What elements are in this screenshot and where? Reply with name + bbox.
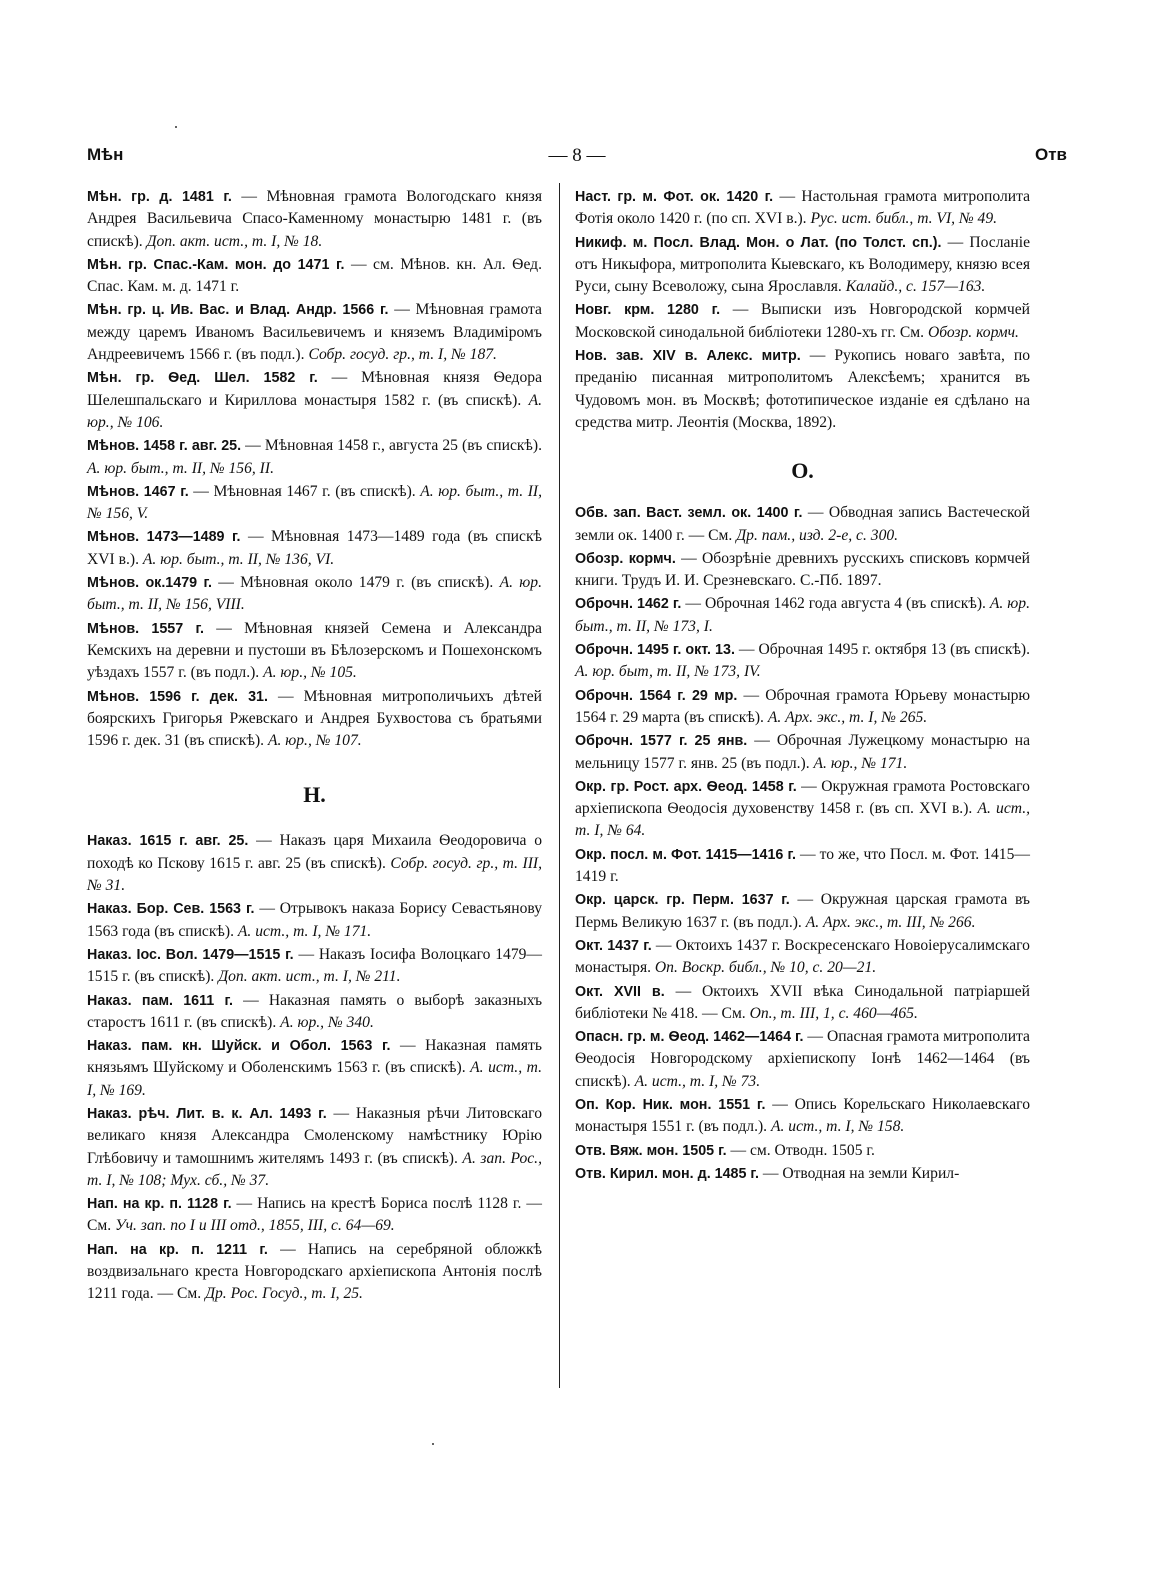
entry-description: — Мѣновная 1458 г., августа 25 (въ спискѣ). [241,437,542,455]
entry-abbreviation: Наст. гр. м. Фот. ок. 1420 г. [575,189,774,205]
dictionary-entry [575,685,1030,730]
entry-abbreviation: Мѣн. гр. д. 1481 г. [87,189,232,205]
dictionary-entry [87,572,542,617]
entry-source: А. юр., № 340. [280,1013,374,1031]
entry-source: Обозр. кормч. [927,323,1019,341]
dictionary-entry [87,618,542,685]
dictionary-entry [87,367,542,434]
entry-source: А. ист., т. I, № 158. [770,1118,905,1136]
entry-description: — Оброчная 1462 года августа 4 (въ спискѣ). [681,595,990,613]
dictionary-entry [87,898,542,943]
header-left-word: Мѣн [87,145,124,164]
entry-abbreviation: Новг. крм. 1280 г. [575,302,721,319]
entry-description: — Октоихъ XVII вѣка Синодальной патріаршей библіотеки № 418. — См. [575,982,1031,1022]
dictionary-entry [575,889,1030,934]
section-heading-n: Н. [303,782,326,808]
dictionary-entry [575,548,1030,593]
left-entries-n [87,830,542,1305]
entry-source: А. юр. быт., т. II, № 136, VI. [142,550,335,568]
entry-source: Собр. госуд. гр., т. I, № 187. [308,346,497,364]
entry-abbreviation: Окт. XVII в. [575,983,665,1000]
dictionary-entry [575,639,1030,684]
entry-abbreviation: Наказ. пам. 1611 г. [87,992,233,1009]
entry-source: А. юр. быт, т. II, № 173, IV. [575,663,761,681]
entry-source: А. юр., № 107. [267,732,362,750]
entry-description: — то же, что Посл. м. Фот. 1415—1419 г. [575,845,1030,886]
entry-abbreviation: Обозр. кормч. [575,550,676,567]
entry-source: А. зап. Рос., т. I, № 108; Мух. сб., № 37. [87,1149,542,1189]
dictionary-entry [87,1035,542,1102]
entry-abbreviation: Мѣнов. 1596 г. дек. 31. [87,688,268,705]
entry-source: А. Арх. экс., т. I, № 265. [767,708,928,726]
dictionary-entry [87,1239,542,1306]
entry-abbreviation: Нов. зав. XIV в. Алекс. митр. [575,348,801,365]
entry-description: — Опись Корельскаго Николаевскаго монастыря 1551 г. (въ подл.). [575,1095,1030,1136]
entry-source: А. ист., т. I, № 169. [87,1059,542,1099]
entry-description: — см. Мѣнов. кн. Ал. Ѳед. Спас. Кам. м. д. 1471 г. [87,255,542,296]
entry-abbreviation: Мѣн. гр. Спас.-Кам. мон. до 1471 г. [87,256,345,273]
entry-abbreviation: Никиф. м. Посл. Влад. Мон. о Лат. (по Толст. сп.). [575,234,942,251]
entry-abbreviation: Нап. на кр. п. 1211 г. [87,1241,268,1258]
entry-source: Рус. ист. библ., т. VI, № 49. [810,210,998,228]
entry-abbreviation: Мѣнов. 1557 г. [87,620,205,637]
dictionary-entry [575,232,1030,299]
dictionary-entry [87,1193,542,1238]
entry-abbreviation: Оброчн. 1462 г. [575,596,682,613]
entry-description: — Рукопись новаго завѣта, по преданію писанная митрополитомъ Алексѣемъ; хранится въ Чудовомъ мон. въ Москвѣ; фототипическое изданіе ея сдѣлано на средства митр. Леонтія (Москва, 1892). [575,347,1031,431]
dictionary-entry [575,981,1030,1026]
entry-abbreviation: Оброчн. 1564 г. 29 мр. [575,687,738,704]
entry-description: — Мѣновная грамота между царемъ Иваномъ Васильевичемъ и княземъ Владиміромъ Андреевичемъ 1566 г. (въ подл.). [87,301,542,364]
dictionary-entry [575,1163,1030,1185]
dictionary-entry [87,299,542,366]
dictionary-entry [575,844,1030,889]
entry-description: — Опасная грамота митрополита Ѳеодосія Новгородскому архіепископу Іонѣ 1462—1464 (въ спискѣ). [575,1028,1030,1090]
entry-description: — Оброчная Лужецкому монастырю на мельницу 1577 г. янв. 25 (въ подл.). [575,732,1031,772]
entry-abbreviation: Отв. Вяж. мон. 1505 г. [575,1142,727,1159]
entry-description: — Мѣновная около 1479 г. (въ спискѣ). [211,574,500,592]
dictionary-entry [575,776,1030,843]
entry-description: — Октоихъ 1437 г. Воскресенскаго Новоіерусалимскаго монастыря. [575,936,1030,977]
entry-description: — Наказная память князьямъ Шуйскому и Оболенскимъ 1563 г. (въ спискѣ). [87,1037,542,1077]
entry-description: — Обозрѣніе древнихъ русскихъ списковъ кормчей книги. Трудъ И. И. Срезневскаго. С.-Пб. 1897. [575,549,1030,590]
dictionary-entry [87,481,542,526]
entry-description: — Настольная грамота митрополита Фотія около 1420 г. (по сп. XVI в.). [575,188,1031,228]
entry-abbreviation: Мѣнов. ок.1479 г. [87,575,212,592]
dictionary-entry [575,1140,1030,1162]
entry-abbreviation: Мѣнов. 1473—1489 г. [87,529,241,546]
dictionary-entry [87,686,542,753]
dictionary-entry [87,435,542,480]
entry-description: — Посланіе отъ Никыфора, митрополита Кыевскаго, къ Володимеру, князю всея Руси, сыну Всеволожу, сына Ярославля. [575,233,1030,296]
entry-description: — Выписки изъ Новгородской кормчей Московской синодальной библіотеки 1280-хъ гг. См. [575,301,1030,341]
right-entries-n [575,186,1030,434]
dictionary-entry [575,299,1030,344]
left-column [87,186,542,1307]
entry-source: А. ист., т. I, № 64. [575,800,1030,840]
entry-abbreviation: Оброчн. 1577 г. 25 янв. [575,733,748,750]
entry-abbreviation: Окр. гр. Рост. арх. Ѳеод. 1458 г. [575,778,797,795]
entry-source: Калайд., с. 157—163. [845,278,986,296]
entry-abbreviation: Наказ. Бор. Сев. 1563 г. [87,901,255,918]
entry-description: — Наказная память о выборѣ заказныхъ старостъ 1611 г. (въ спискѣ). [87,991,543,1031]
section-heading-o: О. [791,458,814,484]
entry-description: — Оброчная 1495 г. октября 13 (въ спискѣ). [734,641,1030,659]
entry-source: А. юр., № 105. [263,664,357,682]
entry-description: — Мѣновная грамота Вологодскаго князя Андрея Васильевича Спасо-Каменному монастырю 1481 г. (въ спискѣ). [87,188,542,250]
dictionary-entry [575,593,1030,638]
running-head [87,145,1067,173]
dictionary-entry [87,944,542,989]
entry-source: А. ист., т. I, № 171. [237,922,372,940]
dictionary-entry [87,526,542,571]
entry-abbreviation: Оброчн. 1495 г. окт. 13. [575,642,735,659]
entry-source: Собр. госуд. гр., т. III, № 31. [87,854,543,895]
page-number: — 8 — [548,145,606,166]
entry-abbreviation: Окр. царск. гр. Перм. 1637 г. [575,892,790,909]
entry-abbreviation: Обв. зап. Васт. земл. ок. 1400 г. [575,505,803,522]
entry-description: — Окружная царская грамота въ Пермь Великую 1637 г. (въ подл.). [575,891,1030,931]
entry-abbreviation: Наказ. 1615 г. авг. 25. [87,833,249,850]
entry-description: — Наказъ царя Михаила Ѳеодоровича о походѣ ко Пскову 1615 г. авг. 25 (въ спискѣ). [87,832,543,872]
scan-speck [175,126,177,128]
entry-description: — Окружная грамота Ростовскаго архіепископа Ѳеодосія духовенству 1458 г. (въ сп. XVI в.). [575,777,1030,818]
entry-description: — Обводная запись Вастеческой земли ок. 1400 г. — См. [575,504,1030,544]
entry-source: Оп., т. III, 1, с. 460—465. [749,1004,918,1022]
dictionary-entry [87,254,542,299]
entry-abbreviation: Наказ. рѣч. Лит. в. к. Ал. 1493 г. [87,1105,327,1122]
entry-abbreviation: Мѣн. гр. Ѳед. Шел. 1582 г. [87,370,318,387]
dictionary-entry [575,186,1030,231]
dictionary-entry [87,830,542,897]
entry-description: — Наказныя рѣчи Литовскаго великаго князя Александра Смоленскому намѣстнику Юрію Глѣбовичу и тамошнимъ жителямъ 1493 г. (въ спискѣ). [87,1104,542,1167]
entry-description: — Напись на крестѣ Бориса послѣ 1128 г. — См. [87,1195,542,1235]
entry-description: — Мѣновная митрополичьихъ дѣтей боярскихъ Григорья Ржевскаго и Андрея Бухвостова съ братьями 1596 г. дек. 31 (въ спискѣ). [87,687,542,750]
entry-abbreviation: Наказ. Іос. Вол. 1479—1515 г. [87,946,294,963]
entry-description: — Оброчная грамота Юрьеву монастырю 1564 г. 29 марта (въ спискѣ). [575,686,1031,726]
entry-source: Др. пам., изд. 2-е, с. 300. [736,526,899,544]
entry-source: А. юр. быт., т. II, № 156, V. [87,482,542,523]
entry-source: Др. Рос. Госуд., т. I, 25. [205,1285,363,1303]
header-right-word: Отв [1035,145,1067,164]
right-column [575,186,1030,1186]
entry-description: — Мѣновная 1473—1489 года (въ спискѣ XVI в.). [87,528,542,568]
scan-speck [432,1443,434,1445]
entry-source: Оп. Воскр. библ., № 10, с. 20—21. [654,959,877,977]
entry-abbreviation: Отв. Кирил. мон. д. 1485 г. [575,1165,759,1182]
entry-source: А. юр. быт., т. II, № 156, VIII. [87,574,542,614]
entry-source: А. юр., № 106. [87,391,542,431]
entry-abbreviation: Окт. 1437 г. [575,937,652,954]
entry-abbreviation: Мѣнов. 1458 г. авг. 25. [87,438,242,455]
entry-description: — Мѣновная князей Семена и Александра Кемскихъ на деревни и пустоши въ Бѣлозерскомъ и Пошехонскомъ уѣздахъ 1557 г. (въ подл.). [87,619,542,682]
entry-abbreviation: Опасн. гр. м. Ѳеод. 1462—1464 г. [575,1029,804,1046]
dictionary-entry [575,1094,1030,1139]
entry-description: — Отводная на земли Кирил- [758,1164,960,1182]
entry-source: Уч. зап. по I и III отд., 1855, III, с. 64—69. [115,1217,395,1235]
dictionary-entry [87,186,542,253]
entry-description: — Отрывокъ наказа Борису Севастьянову 1563 года (въ спискѣ). [87,900,543,940]
dictionary-entry [575,935,1030,980]
entry-source: А. Арх. экс., т. III, № 266. [805,913,976,931]
dictionary-entry [87,990,542,1035]
entry-description: — Мѣновная 1467 г. (въ спискѣ). [188,482,421,500]
dictionary-entry [575,502,1030,547]
entry-abbreviation: Мѣнов. 1467 г. [87,483,189,500]
dictionary-entry [575,730,1030,775]
dictionary-entry [87,1103,542,1192]
right-entries-o [575,502,1030,1185]
entry-source: А. юр. быт., т. II, № 156, II. [87,459,274,477]
entry-description: — Мѣновная князя Ѳедора Шелешпальскаго и Кириллова монастыря 1582 г. (въ спискѣ). [87,369,542,409]
entry-source: Доп. акт. ист., т. I, № 18. [146,232,323,250]
entry-description: — см. Отводн. 1505 г. [726,1141,875,1159]
column-divider [559,183,560,1388]
entry-abbreviation: Мѣн. гр. ц. Ив. Вас. и Влад. Андр. 1566 г. [87,302,389,319]
entry-source: Доп. акт. ист., т. I, № 211. [218,968,401,986]
entry-abbreviation: Нап. на кр. п. 1128 г. [87,1196,232,1213]
entry-abbreviation: Оп. Кор. Ник. мон. 1551 г. [575,1096,766,1113]
entry-description: — Напись на серебряной обложкѣ воздвизальнаго креста Новгородскаго архіепископа Антонія послѣ 1211 года. — См. [87,1240,543,1303]
entry-abbreviation: Наказ. пам. кн. Шуйск. и Обол. 1563 г. [87,1038,391,1055]
dictionary-entry [575,1026,1030,1093]
entry-abbreviation: Окр. посл. м. Фот. 1415—1416 г. [575,846,796,863]
entry-source: А. ист., т. I, № 73. [634,1072,761,1090]
dictionary-entry [575,345,1030,434]
entry-description: — Наказъ Іосифа Волоцкаго 1479—1515 г. (въ спискѣ). [87,945,543,986]
left-entries-m [87,186,542,752]
entry-source: А. юр., № 171. [813,754,908,772]
entry-source: А. юр. быт., т. II, № 173, I. [575,595,1031,635]
